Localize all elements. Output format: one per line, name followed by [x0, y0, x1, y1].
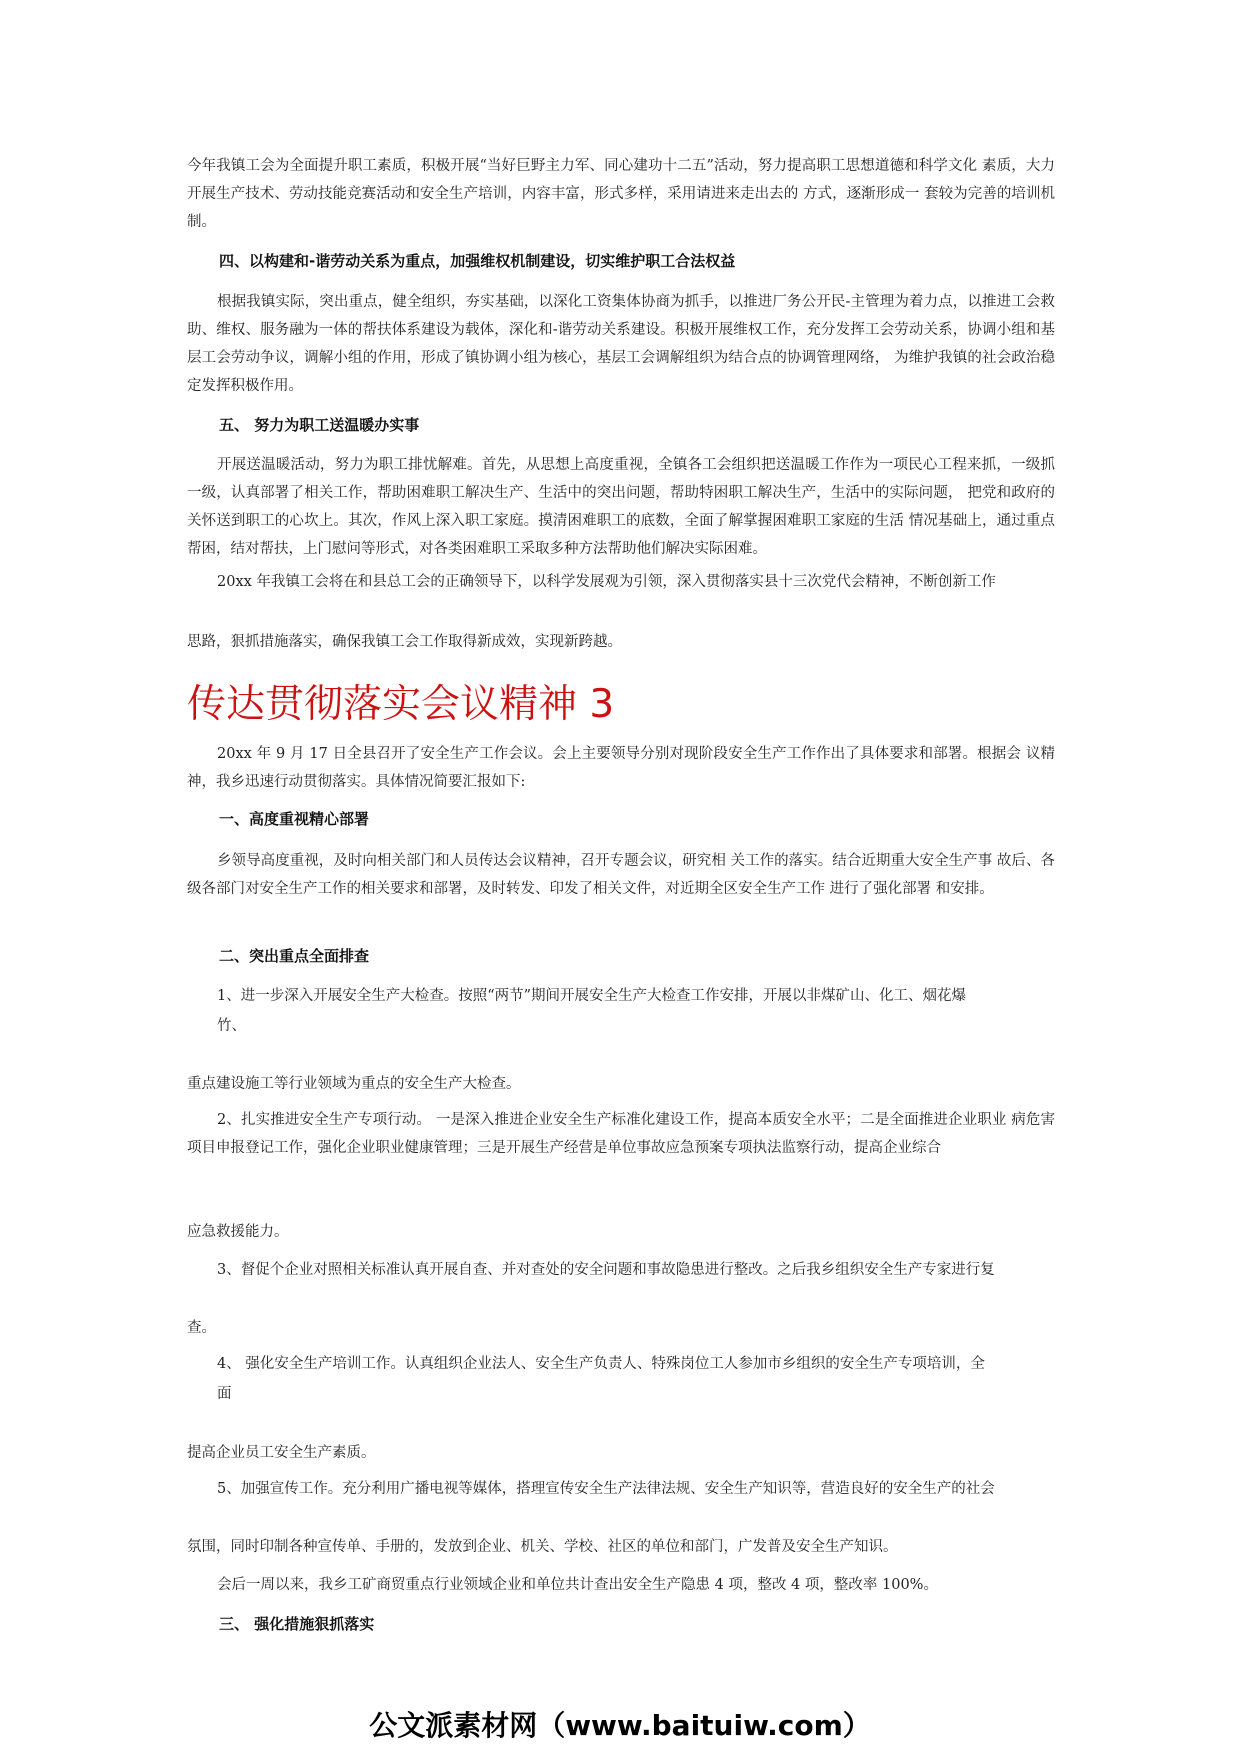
item-1-line2: 竹、 [217, 1018, 246, 1034]
result-paragraph: 会后一周以来，我乡工矿商贸重点行业领域企业和单位共计查出安全生产隐患 4 项，整改 4 项，整改率 100%。 [217, 1577, 938, 1593]
item-2-line-end: 应急救援能力。 [187, 1224, 289, 1240]
item-1-line1: 1、进一步深入开展安全生产大检查。按照“两节”期间开展安全生产大检查工作安排，开展以非煤矿山、化工、烟花爆 [217, 988, 967, 1004]
section-four-paragraph: 根据我镇实际，突出重点，健全组织，夯实基础，以深化工资集体协商为抓手，以推进厂务公开民-主管理为着力点，以推进工会救助、维权、服务融为一体的帮扶体系建设为载体，深化和-谐劳动关系建设。积极开展维权工作，充分发挥工会劳动关系，协调小组和基层工会劳动争议，调解小组的作用，形成了镇协调小组为核心，基层工会调解组织为结合点的协调管理网络， 为维护我镇的社会政治稳定发挥积极作用。 [187, 294, 1055, 394]
section-five-paragraph: 开展送温暖活动，努力为职工排忧解难。首先，从思想上高度重视，全镇各工会组织把送温暖工作作为一项民心工程来抓，一级抓一级，认真部署了相关工作，帮助困难职工解决生产、生活中的突出问题，帮助特困职工解决生产，生活中的实际问题， 把党和政府的关怀送到职工的心坎上。其次，作风上深入职工家庭。摸清困难职工的底数，全面了解掌握困难职工家庭的生活 情况基础上，通过重点帮困，结对帮扶，上门慰问等形式，对各类困难职工采取多种方法帮助他们解决实际困难。 [187, 457, 1055, 557]
meeting-paragraph: 20xx 年 9 月 17 日全县召开了安全生产工作会议。会上主要领导分别对现阶段安全生产工作作出了具体要求和部署。根据会 议精神，我乡迅速行动贯彻落实。具体情况简要汇报如下: [187, 746, 1055, 790]
section-heading-three: 三、 强化措施狠抓落实 [219, 1615, 375, 1633]
section-heading-five: 五、 努力为职工送温暖办实事 [219, 416, 420, 434]
item-3-line1: 3、督促个企业对照相关标准认真开展自查、并对查处的安全问题和事故隐患进行整改。之后我乡组织安全生产专家进行复 [217, 1262, 995, 1278]
next-year-paragraph-line2: 思路，狠抓措施落实，确保我镇工会工作取得新成效，实现新跨越。 [187, 634, 622, 650]
section-heading-two: 二、突出重点全面排查 [219, 947, 370, 965]
item-1-line3: 重点建设施工等行业领域为重点的安全生产大检查。 [187, 1076, 521, 1092]
footer-watermark: 公文派素材网（www.baituiw.com） [369, 1709, 871, 1742]
next-year-paragraph-line1: 20xx 年我镇工会将在和县总工会的正确领导下，以科学发展观为引领，深入贯彻落实县十三次党代会精神，不断创新工作 [217, 574, 996, 590]
item-4-line2: 面 [217, 1386, 232, 1402]
section-one-paragraph: 乡领导高度重视，及时向相关部门和人员传达会议精神，召开专题会议，研究相 关工作的落实。结合近期重大安全生产事 故后、各级各部门对安全生产工作的相关要求和部署，及时转发、印发了相关文件，对近期全区安全生产工作 进行了强化部署 和安排。 [187, 853, 1055, 897]
item-4-line1: 4、 强化安全生产培训工作。认真组织企业法人、安全生产负责人、特殊岗位工人参加市乡组织的安全生产专项培训，全 [217, 1356, 985, 1372]
document-title: 传达贯彻落实会议精神 3 [187, 682, 615, 727]
item-5-line1: 5、加强宣传工作。充分利用广播电视等媒体，搭理宣传安全生产法律法规、安全生产知识等，营造良好的安全生产的社会 [217, 1481, 995, 1497]
section-heading-four: 四、以构建和-谐劳动关系为重点，加强维权机制建设，切实维护职工合法权益 [219, 252, 736, 270]
item-2-paragraph: 2、扎实推进安全生产专项行动。 一是深入推进企业安全生产标准化建设工作，提高本质安全水平；二是全面推进企业职业 病危害项目申报登记工作，强化企业职业健康管理；三是开展生产经营是单位事故应急预案专项执法监察行动，提高企业综合 [187, 1112, 1055, 1156]
item-4-line3: 提高企业员工安全生产素质。 [187, 1445, 376, 1461]
item-5-line2: 氛围，同时印制各种宣传单、手册的，发放到企业、机关、学校、社区的单位和部门，广发普及安全生产知识。 [187, 1539, 898, 1555]
intro-paragraph: 今年我镇工会为全面提升职工素质，积极开展“当好巨野主力军、同心建功十二五”活动，努力提高职工思想道德和科学文化 素质，大力开展生产技术、劳动技能竞赛活动和安全生产培训，内容丰富，形式多样，采用请进来走出去的 方式，逐渐形成一 套较为完善的培训机制。 [187, 158, 1055, 230]
item-3-line2: 查。 [187, 1320, 216, 1336]
section-heading-one: 一、高度重视精心部署 [219, 810, 370, 828]
